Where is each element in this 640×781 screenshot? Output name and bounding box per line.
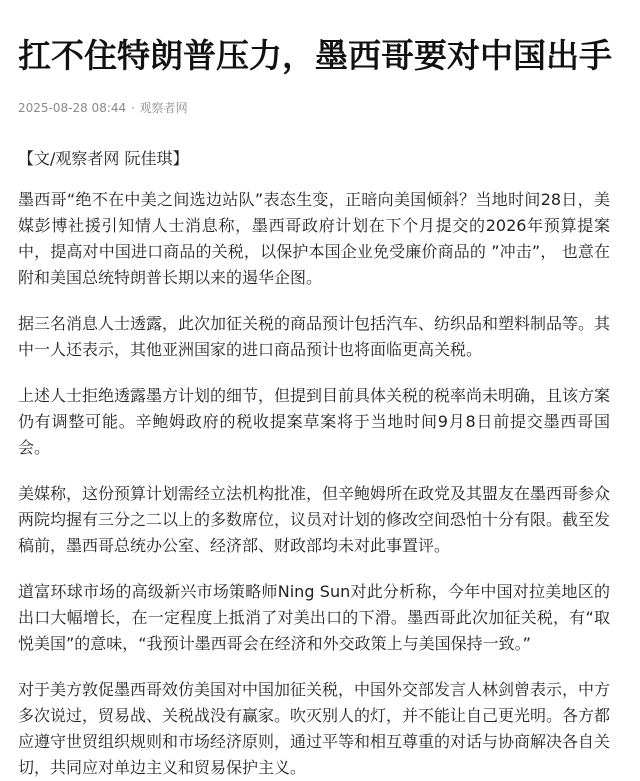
paragraph-6: 对于美方敦促墨西哥效仿美国对中国加征关税，中国外交部发言人林剑曾表示，中方多次说过，贸易战、关税战没有赢家。吹灭别人的灯，并不能让自己更光明。各方都应遵守世贸组织规则和市场经济原则，通过平等和相互尊重的对话与协商解决各自关切，共同应对单边主义和贸易保护主义。 [18, 680, 611, 777]
paragraph-4: 美媒称，这份预算计划需经立法机构批准，但辛鲍姆所在政党及其盟友在墨西哥参众两院均握有三分之二以上的多数席位，议员对计划的修改空间恐怕十分有限。截至发稿前，墨西哥总统办公室、经济部、财政部均未对此事置评。 [18, 484, 611, 555]
article [18, 0, 610, 781]
meta-separator: · [130, 101, 135, 115]
article-title: 扛不住特朗普压力，墨西哥要对中国出手 [18, 36, 612, 75]
publish-date: 2025-08-28 08:44 [18, 101, 127, 115]
paragraph-5: 道富环球市场的高级新兴市场策略师Ning Sun对此分析称，今年中国对拉美地区的出口大幅增长，在一定程度上抵消了对美出口的下滑。墨西哥此次加征关税，有“取悦美国”的意味，“我预计墨西哥会在经济和外交政策上与美国保持一致。” [18, 582, 610, 653]
source-label: 观察者网 [139, 101, 188, 115]
paragraph-2: 据三名消息人士透露，此次加征关税的商品预计包括汽车、纺织品和塑料制品等。其中一人还表示，其他亚洲国家的进口商品预计也将面临更高关税。 [18, 314, 611, 359]
paragraph-1: 墨西哥“绝不在中美之间选边站队”表态生变，正暗向美国倾斜？当地时间28日，美媒彭博社援引知情人士消息称，墨西哥政府计划在下个月提交的2026年预算提案中，提高对中国进口商品的关税，以保护本国企业免受廉价商品的 ”冲击”， 也意在附和美国总统特朗普长期以来的遏华企图。 [18, 190, 610, 287]
paragraph-3: 上述人士拒绝透露墨方计划的细节，但提到目前具体关税的税率尚未明确，且该方案仍有调整可能。辛鲍姆政府的税收提案草案将于当地时间9月8日前提交墨西哥国会。 [18, 386, 611, 457]
byline: 【文/观察者网 阮佳琪】 [18, 149, 189, 168]
article-meta [18, 100, 610, 116]
